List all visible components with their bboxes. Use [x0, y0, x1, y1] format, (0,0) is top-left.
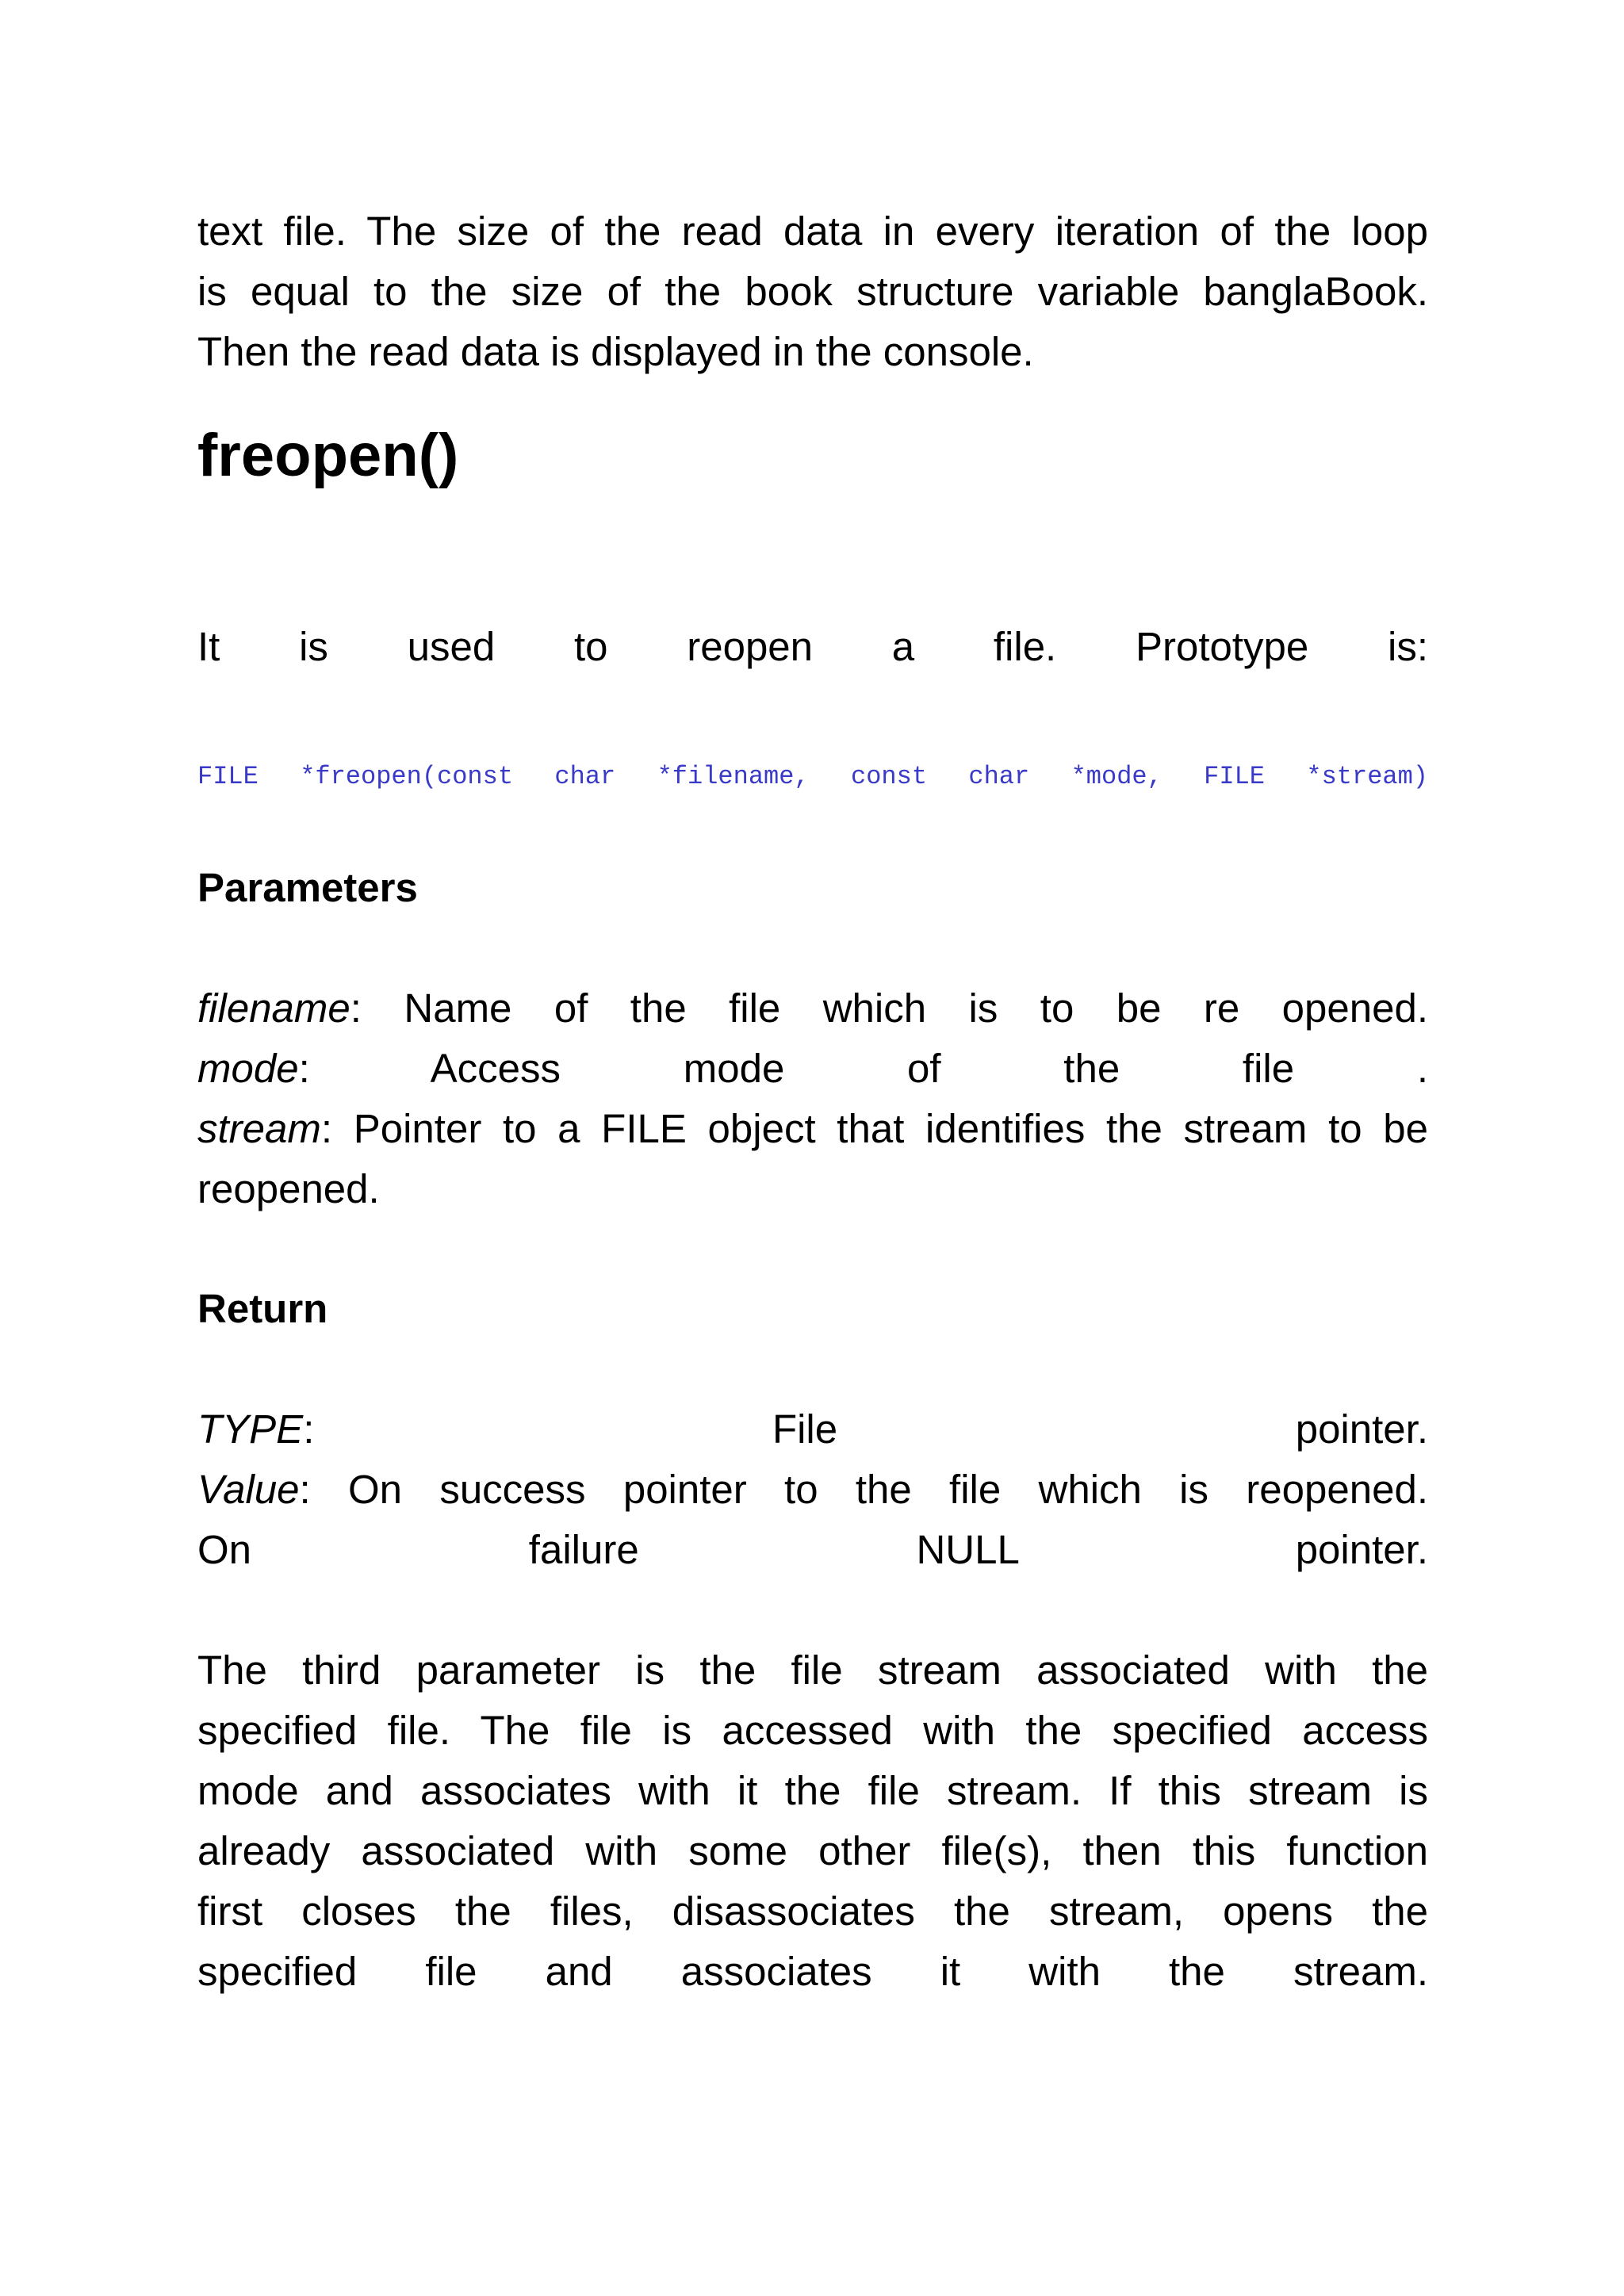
parameters-list — [197, 978, 1428, 1219]
closing-paragraph — [197, 1640, 1428, 2002]
intro-line-3: Then the read data is displayed in the console. — [197, 329, 1034, 374]
return-list — [197, 1399, 1428, 1580]
section-heading: freopen() — [197, 422, 459, 489]
intro-line-1: text file. The size of the read data in every iteration of the loop — [197, 209, 1428, 254]
return-type — [197, 1399, 1428, 1460]
param-mode-term: mode — [197, 1046, 299, 1091]
return-value — [197, 1460, 1428, 1520]
param-mode-desc: : Access mode of the file . — [298, 1046, 1428, 1091]
param-stream-cont: reopened. — [197, 1166, 380, 1211]
return-failure: On failure NULL pointer. — [197, 1527, 1428, 1572]
param-stream-term: stream — [197, 1106, 321, 1151]
purpose-paragraph — [197, 617, 1428, 677]
purpose-line: It is used to reopen a file. Prototype is: — [197, 624, 1428, 669]
return-type-term: TYPE — [197, 1406, 304, 1452]
closing-line-6: specified file and associates it with the stream. — [197, 1949, 1428, 1994]
closing-line-2: specified file. The file is accessed with the specified access — [197, 1708, 1428, 1753]
closing-line-1: The third parameter is the file stream associated with the — [197, 1647, 1428, 1693]
param-filename-term: filename — [197, 985, 350, 1031]
param-stream — [197, 1099, 1428, 1159]
intro-paragraph — [197, 201, 1428, 382]
prototype-code-block — [197, 757, 1428, 797]
param-mode — [197, 1039, 1428, 1099]
return-type-desc: : File pointer. — [303, 1406, 1428, 1452]
return-heading: Return — [197, 1286, 328, 1331]
prototype-code: FILE *freopen(const char *filename, const char *mode, FILE *stream) — [197, 762, 1428, 791]
param-stream-desc: : Pointer to a FILE object that identifies the stream to be — [320, 1106, 1428, 1151]
parameters-heading: Parameters — [197, 865, 418, 910]
return-value-desc: : On success pointer to the file which is reopened. — [299, 1467, 1428, 1512]
closing-line-5: first closes the files, disassociates the stream, opens the — [197, 1888, 1428, 1934]
closing-line-3: mode and associates with it the file stream. If this stream is — [197, 1768, 1428, 1813]
intro-line-2: is equal to the size of the book structure variable banglaBook. — [197, 269, 1428, 314]
param-filename-desc: : Name of the file which is to be re opened. — [350, 985, 1428, 1031]
param-filename — [197, 978, 1428, 1039]
return-value-term: Value — [197, 1467, 300, 1512]
closing-line-4: already associated with some other file(s), then this function — [197, 1828, 1428, 1873]
